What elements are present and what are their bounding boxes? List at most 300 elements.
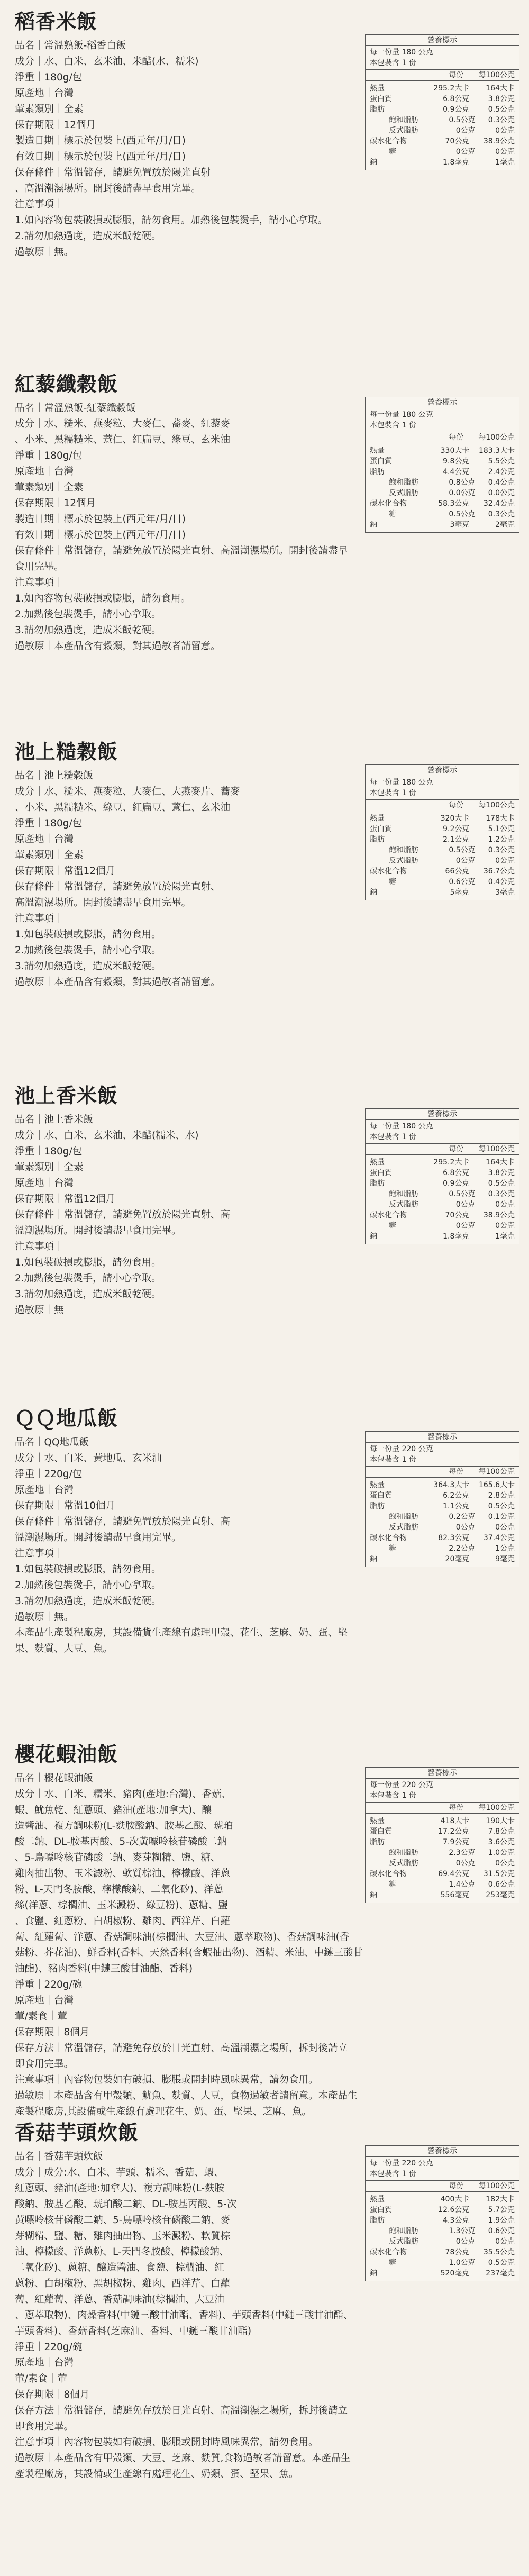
nutrient-name: 蛋白質 <box>370 825 392 833</box>
nutrient-value: 3毫克 <box>450 521 470 529</box>
nutrient-value: 0公克 <box>495 1222 515 1230</box>
nutrient-value: 253毫克 <box>486 1891 515 1899</box>
info-line: 保存期限｜8個月 <box>15 2027 90 2038</box>
nutrition-header: 營養標示 <box>366 397 519 408</box>
nutrient-value: 38.9公克 <box>483 1211 515 1219</box>
nutrient-value: 164大卡 <box>486 84 515 93</box>
info-line: 黃嘌呤核苷磷酸二鈉、5-鳥嘌呤核苷磷酸二鈉、麥 <box>15 2215 230 2226</box>
nutrient-name: 碳水化合物 <box>370 1534 407 1542</box>
nutrition-row <box>366 1816 519 1826</box>
nutrition-col-header: 每100公克 <box>478 71 515 79</box>
nutrient-name: 反式脂肪 <box>389 2237 418 2246</box>
info-line: 果、麩質、大豆、魚。 <box>15 1643 113 1654</box>
nutrient-value: 0.2公克 <box>449 1513 476 1521</box>
nutrition-row <box>366 2205 519 2215</box>
nutrition-row <box>366 2236 519 2247</box>
nutrient-value: 0公克 <box>455 1859 476 1868</box>
info-line: 注意事項｜ <box>15 199 64 210</box>
nutrition-row <box>366 94 519 104</box>
nutrition-columns <box>366 2181 519 2192</box>
nutrient-value: 9毫克 <box>495 1555 515 1563</box>
info-line: 、5-鳥嘌呤核苷磷酸二鈉、麥芽糊精、鹽、糖、 <box>15 1852 221 1863</box>
serving-line: 每一份量 220 公克 <box>370 1781 433 1789</box>
nutrient-name: 飽和脂肪 <box>389 1849 418 1857</box>
nutrition-row <box>366 83 519 94</box>
nutrient-name: 脂肪 <box>370 1179 385 1188</box>
info-line: 淨重｜180g/包 <box>15 818 83 829</box>
info-line: 油、檸檬酸、洋蔥粉、L-天門冬胺酸、檸檬酸鈉、 <box>15 2246 230 2258</box>
nutrient-value: 237毫克 <box>486 2269 515 2278</box>
product-title: ＱＱ地瓜飯 <box>15 1407 118 1430</box>
nutrition-row <box>366 115 519 125</box>
info-line: 成分｜水、白米、玄米油、米醋(糯米、水) <box>15 1130 199 1141</box>
nutrient-value: 7.8公克 <box>488 1827 515 1836</box>
info-line: 過敏原｜本產品含有穀類，對其過敏者請留意。 <box>15 641 221 652</box>
nutrition-row <box>366 147 519 157</box>
nutrition-table <box>365 1108 519 1244</box>
nutrient-value: 4.3公克 <box>443 2216 470 2225</box>
nutrient-value: 364.3大卡 <box>433 1481 470 1489</box>
nutrient-name: 糖 <box>389 510 396 518</box>
nutrition-table <box>365 2145 519 2281</box>
info-line: 葷素類別｜全素 <box>15 1162 84 1173</box>
info-line: 保存條件｜常溫儲存，請避免置放於陽光直射、高 <box>15 1209 231 1221</box>
nutrient-name: 反式脂肪 <box>389 1859 418 1868</box>
info-line: 2.加熱後包裝燙手，請小心拿取。 <box>15 1273 161 1284</box>
serving-line: 每一份量 220 公克 <box>370 1445 433 1453</box>
serving-line: 本包裝含 1 份 <box>370 2170 416 2178</box>
nutrition-row <box>366 2226 519 2236</box>
nutrition-row <box>366 887 519 898</box>
nutrient-name: 熱量 <box>370 814 385 823</box>
nutrient-name: 鈉 <box>370 1891 377 1899</box>
info-line: 、蔥萃取物)、肉燥香料(中鏈三酸甘油酯、香料)、芋頭香料(中鏈三酸甘油酯、 <box>15 2310 353 2321</box>
info-line: 有效日期｜標示於包裝上(西元年/月/日) <box>15 151 186 162</box>
nutrition-columns <box>366 1144 519 1155</box>
nutrition-header: 營養標示 <box>366 1432 519 1443</box>
nutrient-value: 0.5公克 <box>449 1190 476 1198</box>
nutrition-col-header: 每100公克 <box>478 801 515 809</box>
nutrient-value: 0.5公克 <box>488 2259 515 2267</box>
nutrient-value: 0.3公克 <box>488 510 515 518</box>
nutrient-value: 6.8公克 <box>443 95 470 103</box>
nutrient-name: 熱量 <box>370 84 385 93</box>
nutrient-name: 碳水化合物 <box>370 2248 407 2256</box>
nutrient-value: 2.1公克 <box>443 835 470 844</box>
nutrient-value: 36.7公克 <box>483 867 515 876</box>
info-line: 過敏原｜本產品含有甲殼類、魷魚、麩質、大豆，食物過敏者請留意。本產品生 <box>15 2090 358 2101</box>
nutrition-col-header: 每份 <box>449 1468 464 1476</box>
nutrition-row <box>366 136 519 147</box>
nutrition-row <box>366 1221 519 1231</box>
nutrition-header: 營養標示 <box>366 35 519 46</box>
nutrition-row <box>366 866 519 877</box>
nutrient-name: 飽和脂肪 <box>389 2227 418 2235</box>
nutrition-col-header <box>366 70 417 80</box>
serving-line: 每一份量 180 公克 <box>370 778 433 787</box>
nutrition-row <box>366 477 519 488</box>
info-line: 葷素類別｜全素 <box>15 104 84 115</box>
info-line: 成分｜水、糙米、燕麥粒、大麥仁、大燕麥片、蕎麥 <box>15 786 240 797</box>
nutrient-value: 0.3公克 <box>488 846 515 854</box>
nutrient-value: 1.0公克 <box>488 1849 515 1857</box>
info-line: 成分｜水、白米、玄米油、米醋(水、糯米) <box>15 56 199 67</box>
nutrition-col-header: 每100公克 <box>478 1145 515 1153</box>
nutrient-value: 7.9公克 <box>443 1838 470 1846</box>
nutrition-row <box>366 1522 519 1533</box>
nutrient-name: 反式脂肪 <box>389 857 418 865</box>
nutrient-value: 183.3大卡 <box>478 447 515 455</box>
info-line: 2.加熱後包裝燙手，請小心拿取。 <box>15 609 161 620</box>
nutrient-value: 0.5公克 <box>488 1179 515 1188</box>
nutrient-value: 0.3公克 <box>488 1190 515 1198</box>
nutrient-value: 1.1公克 <box>443 1502 470 1510</box>
nutrient-name: 反式脂肪 <box>389 126 418 135</box>
info-line: 1.如內容物包裝破損或膨脹，請勿食用。 <box>15 593 191 604</box>
nutrition-table <box>365 397 519 533</box>
nutrient-value: 1公克 <box>495 1544 515 1553</box>
nutrient-name: 熱量 <box>370 1481 385 1489</box>
nutrition-row <box>366 834 519 845</box>
nutrient-value: 32.4公克 <box>483 499 515 508</box>
product-info <box>15 400 359 654</box>
nutrient-name: 鈉 <box>370 1555 377 1563</box>
nutrition-row <box>366 1826 519 1837</box>
info-line: 3.請勿加熱過度，造成米飯乾硬。 <box>15 1289 161 1300</box>
info-line: 注意事項｜ <box>15 577 64 588</box>
nutrient-value: 320大卡 <box>440 814 470 823</box>
nutrition-table <box>365 34 519 170</box>
info-line: 紅蔥頭、豬油(產地:加拿大)、複方調味粉(L-麩胺 <box>15 2183 225 2194</box>
product-title: 櫻花蝦油飯 <box>15 1743 118 1766</box>
nutrition-header: 營養標示 <box>366 2146 519 2157</box>
info-line: 製造日期｜標示於包裝上(西元年/月/日) <box>15 135 186 147</box>
serving-line: 每一份量 180 公克 <box>370 411 433 419</box>
nutrient-name: 脂肪 <box>370 468 385 476</box>
nutrient-value: 3.8公克 <box>488 95 515 103</box>
info-line: 淨重｜220g/包 <box>15 1469 83 1480</box>
product-title: 香菇芋頭炊飯 <box>15 2121 139 2144</box>
nutrient-value: 69.4公克 <box>438 1870 470 1878</box>
info-line: 品名｜櫻花蝦油飯 <box>15 1773 94 1784</box>
info-line: 蔥粉、白胡椒粉、黑胡椒粉、雞肉、西洋芹、白蘿 <box>15 2278 231 2289</box>
info-line: 溫潮濕場所。開封後請盡早食用完畢。 <box>15 1532 181 1543</box>
nutrient-value: 182大卡 <box>486 2195 515 2204</box>
nutrition-row <box>366 2215 519 2226</box>
info-line: 產製程廠房,其設備或生產線有處理花生、奶、蛋、堅果、芝麻、魚。 <box>15 2106 312 2117</box>
info-line: 淨重｜220g/碗 <box>15 1979 83 1990</box>
info-line: 3.請勿加熱過度，造成米飯乾硬。 <box>15 1596 161 1607</box>
nutrition-row <box>366 467 519 477</box>
info-line: 品名｜香菇芋頭炊飯 <box>15 2151 103 2162</box>
nutrient-value: 6.8公克 <box>443 1169 470 1177</box>
nutrient-value: 0公克 <box>455 857 476 865</box>
nutrition-col-header <box>366 432 417 443</box>
nutrition-row <box>366 2268 519 2279</box>
nutrition-row <box>366 824 519 834</box>
nutrition-row <box>366 456 519 467</box>
info-line: 芽糊精、鹽、糖、雞肉抽出物、玉米澱粉、軟質棕 <box>15 2231 231 2242</box>
nutrient-name: 脂肪 <box>370 105 385 114</box>
nutrition-row <box>366 1168 519 1178</box>
info-line: 保存期限｜12個月 <box>15 120 96 131</box>
nutrient-name: 飽和脂肪 <box>389 478 418 487</box>
nutrition-row <box>366 1837 519 1847</box>
info-line: 成分｜水、白米、黃地瓜、玄米油 <box>15 1453 162 1464</box>
nutrient-name: 飽和脂肪 <box>389 1513 418 1521</box>
nutrition-row <box>366 2247 519 2258</box>
nutrient-value: 0公克 <box>455 148 476 156</box>
nutrient-name: 飽和脂肪 <box>389 116 418 124</box>
nutrition-row <box>366 845 519 855</box>
nutrient-value: 0公克 <box>495 1200 515 1209</box>
info-line: 即食用完畢。 <box>15 2421 74 2432</box>
nutrient-name: 蛋白質 <box>370 95 392 103</box>
nutrient-value: 5.5公克 <box>488 457 515 466</box>
nutrition-col-header <box>366 800 417 811</box>
info-line: 葷素類別｜全素 <box>15 482 84 493</box>
nutrient-value: 0公克 <box>495 1523 515 1532</box>
info-line: 過敏原｜無 <box>15 1305 64 1316</box>
info-line: 製造日期｜標示於包裝上(西元年/月/日) <box>15 514 186 525</box>
info-line: 品名｜QQ地瓜飯 <box>15 1437 89 1448</box>
nutrient-name: 反式脂肪 <box>389 1523 418 1532</box>
info-line: 成分｜水、糙米、燕麥粒、大麥仁、蕎麥、紅藜麥 <box>15 418 231 430</box>
info-line: 保存期限｜12個月 <box>15 498 96 509</box>
nutrition-row <box>366 1178 519 1189</box>
nutrient-value: 5毫克 <box>450 888 470 897</box>
info-line: 保存條件｜常溫儲存，請避免放置於陽光直射、高溫潮濕場所。開封後請盡早 <box>15 545 348 557</box>
nutrient-value: 400大卡 <box>440 2195 470 2204</box>
nutrition-row <box>366 855 519 866</box>
nutrition-row <box>366 498 519 509</box>
info-line: 保存方法｜常溫儲存，請避免存放於日光直射、高溫潮濕之場所，拆封後請立 <box>15 2043 348 2054</box>
nutrient-value: 37.4公克 <box>483 1534 515 1542</box>
nutrient-value: 17.2公克 <box>438 1827 470 1836</box>
nutrient-value: 0.0公克 <box>488 489 515 497</box>
info-line: 原產地｜台灣 <box>15 88 74 99</box>
nutrition-col-header: 每份 <box>449 1804 464 1812</box>
serving-line: 本包裝含 1 份 <box>370 421 416 430</box>
info-line: 成分｜水、白米、糯米、豬肉(產地:台灣)、香菇、 <box>15 1789 232 1800</box>
nutrient-value: 556毫克 <box>440 1891 470 1899</box>
nutrient-value: 2.4公克 <box>488 468 515 476</box>
nutrition-col-header <box>366 1803 417 1813</box>
nutrition-header: 營養標示 <box>366 765 519 776</box>
nutrient-value: 190大卡 <box>486 1817 515 1825</box>
product-info <box>15 2149 364 2482</box>
nutrition-serving <box>366 1120 519 1144</box>
info-line: 3.請勿加熱過度，造成米飯乾硬。 <box>15 625 161 636</box>
nutrient-value: 38.9公克 <box>483 137 515 145</box>
nutrient-value: 12.6公克 <box>438 2206 470 2214</box>
nutrient-name: 糖 <box>389 878 396 886</box>
info-line: 保存條件｜常溫儲存，請避免置放於陽光直射、高 <box>15 1516 231 1527</box>
nutrition-row <box>366 877 519 887</box>
nutrient-value: 0.5公克 <box>488 1502 515 1510</box>
info-line: 品名｜池上香米飯 <box>15 1114 94 1125</box>
nutrient-value: 20毫克 <box>445 1555 470 1563</box>
nutrient-value: 5.7公克 <box>488 2206 515 2214</box>
nutrient-name: 脂肪 <box>370 1502 385 1510</box>
nutrition-row <box>366 1501 519 1512</box>
nutrient-name: 鈉 <box>370 2269 377 2278</box>
nutrient-value: 1毫克 <box>495 158 515 167</box>
nutrition-serving <box>366 2157 519 2181</box>
nutrition-row <box>366 1210 519 1221</box>
nutrient-value: 520毫克 <box>440 2269 470 2278</box>
nutrient-value: 78公克 <box>445 2248 470 2256</box>
info-line: 過敏原｜本產品含有穀類，對其過敏者請留意。 <box>15 977 221 988</box>
nutrient-value: 1.8毫克 <box>443 158 470 167</box>
nutrient-value: 0公克 <box>495 1859 515 1868</box>
info-line: 注意事項｜ <box>15 913 64 924</box>
nutrient-value: 295.2大卡 <box>433 84 470 93</box>
nutrition-row <box>366 104 519 115</box>
product-title: 池上香米飯 <box>15 1084 118 1107</box>
nutrition-row <box>366 1879 519 1890</box>
nutrition-table <box>365 1767 519 1903</box>
nutrient-value: 0公克 <box>455 126 476 135</box>
info-line: 2.請勿加熱過度，造成米飯乾硬。 <box>15 231 161 242</box>
product-info <box>15 38 359 260</box>
nutrient-name: 糖 <box>389 2259 396 2267</box>
info-line: 高溫潮濕場所。開封後請盡早食用完畢。 <box>15 897 191 908</box>
nutrient-value: 1.0公克 <box>449 2259 476 2267</box>
info-line: 蔔、紅蘿蔔、洋蔥、香菇調味油(棕櫚油、大豆油 <box>15 2294 224 2305</box>
nutrition-row <box>366 520 519 530</box>
info-line: 蔔、紅蘿蔔、洋蔥、香菇調味油(棕櫚油、大豆油、蔥萃取物)、香菇調味油(香 <box>15 1932 350 1943</box>
nutrient-value: 0公克 <box>455 1523 476 1532</box>
nutrient-name: 碳水化合物 <box>370 1211 407 1219</box>
info-line: 注意事項｜內容物包裝如有破損、膨脹或開封時風味異常，請勿食用。 <box>15 2074 318 2086</box>
info-line: 1.如包裝破損或膨脹，請勿食用。 <box>15 1564 161 1575</box>
info-line: 注意事項｜ <box>15 1241 64 1252</box>
nutrition-table <box>365 1431 519 1567</box>
nutrition-col-header: 每份 <box>449 71 464 79</box>
info-line: 注意事項｜內容物包裝如有破損、膨脹或開封時風味異常，請勿食用。 <box>15 2437 318 2448</box>
nutrition-row <box>366 488 519 498</box>
info-line: 葷/素食｜葷 <box>15 2373 67 2384</box>
nutrient-name: 糖 <box>389 1880 396 1889</box>
info-line: 菇粉、芥花油)、鮮香料(香料、天然香料(含蝦抽出物)、酒精、米油、中鏈三酸甘 <box>15 1947 363 1959</box>
info-line: 過敏原｜無。 <box>15 1612 74 1623</box>
nutrition-row <box>366 1199 519 1210</box>
info-line: 保存期限｜常溫12個月 <box>15 1194 116 1205</box>
nutrient-name: 蛋白質 <box>370 2206 392 2214</box>
info-line: 造醬油、複方調味粉(L-麩胺酸鈉、胺基乙酸、琥珀 <box>15 1821 233 1832</box>
info-line: 淨重｜180g/包 <box>15 450 83 461</box>
info-line: 酸二鈉、DL-胺基丙酸、5-次黃嘌呤核苷磷酸二鈉 <box>15 1836 227 1847</box>
info-line: 淨重｜180g/包 <box>15 72 83 83</box>
nutrient-name: 熱量 <box>370 2195 385 2204</box>
nutrition-row <box>366 1189 519 1199</box>
nutrient-name: 脂肪 <box>370 2216 385 2225</box>
info-line: 保存期限｜8個月 <box>15 2389 90 2400</box>
nutrient-value: 3毫克 <box>495 888 515 897</box>
nutrient-name: 鈉 <box>370 1232 377 1241</box>
info-line: 品名｜池上糙穀飯 <box>15 770 94 781</box>
nutrition-columns <box>366 70 519 81</box>
product-title: 紅藜纖穀飯 <box>15 372 118 396</box>
info-line: 品名｜常溫熟飯-紅藜纖穀飯 <box>15 403 136 414</box>
nutrition-col-header: 每份 <box>449 2182 464 2190</box>
nutrient-name: 反式脂肪 <box>389 489 418 497</box>
info-line: 粉、L-天門冬胺酸、檸檬酸鈉、二氧化矽)、洋蔥 <box>15 1884 223 1895</box>
nutrition-serving <box>366 1779 519 1803</box>
nutrient-value: 0公克 <box>455 1222 476 1230</box>
nutrient-name: 碳水化合物 <box>370 867 407 876</box>
nutrition-col-header: 每100公克 <box>478 2182 515 2190</box>
serving-line: 每一份量 180 公克 <box>370 48 433 57</box>
nutrition-col-header: 每份 <box>449 801 464 809</box>
nutrient-value: 178大卡 <box>486 814 515 823</box>
nutrient-value: 9.2公克 <box>443 825 470 833</box>
product-info <box>15 768 359 990</box>
serving-line: 本包裝含 1 份 <box>370 59 416 67</box>
info-line: 即食用完畢。 <box>15 2059 74 2070</box>
info-line: 1.如內容物包裝破損或膨脹，請勿食用。加熱後包裝燙手，請小心拿取。 <box>15 215 328 226</box>
nutrition-row <box>366 1869 519 1879</box>
nutrient-value: 0.6公克 <box>488 1880 515 1889</box>
nutrition-header: 營養標示 <box>366 1109 519 1120</box>
nutrition-row <box>366 125 519 136</box>
info-line: 有效日期｜標示於包裝上(西元年/月/日) <box>15 530 186 541</box>
nutrition-row <box>366 2194 519 2205</box>
nutrition-row <box>366 1490 519 1501</box>
info-line: 、食鹽、紅蔥粉、白胡椒粉、雞肉、西洋芹、白蘿 <box>15 1916 231 1927</box>
nutrient-name: 脂肪 <box>370 1838 385 1846</box>
info-line: 芋頭香料)、香菇香料(芝麻油、香料、中鏈三酸甘油酯) <box>15 2326 252 2337</box>
nutrition-col-header: 每100公克 <box>478 1468 515 1476</box>
nutrient-name: 鈉 <box>370 158 377 167</box>
nutrient-value: 35.5公克 <box>483 2248 515 2256</box>
info-line: 雞肉抽出物、玉米澱粉、軟質棕油、檸檬酸、洋蔥 <box>15 1868 231 1879</box>
info-line: 、小米、黑糯糙米、綠豆、紅扁豆、薏仁、玄米油 <box>15 802 231 813</box>
serving-line: 每一份量 180 公克 <box>370 1122 433 1131</box>
nutrient-name: 反式脂肪 <box>389 1200 418 1209</box>
nutrient-value: 3.6公克 <box>488 1838 515 1846</box>
nutrient-value: 0公克 <box>495 148 515 156</box>
nutrient-value: 1.2公克 <box>488 835 515 844</box>
nutrient-name: 碳水化合物 <box>370 499 407 508</box>
product-info <box>15 1435 359 1657</box>
nutrient-name: 糖 <box>389 1544 396 1553</box>
nutrient-value: 3.8公克 <box>488 1169 515 1177</box>
info-line: 、高溫潮濕場所。開封後請盡早食用完畢。 <box>15 183 201 194</box>
nutrient-value: 58.3公克 <box>438 499 470 508</box>
info-line: 原產地｜台灣 <box>15 2357 74 2369</box>
nutrient-value: 31.5公克 <box>483 1870 515 1878</box>
nutrient-value: 4.4公克 <box>443 468 470 476</box>
info-line: 淨重｜220g/碗 <box>15 2342 83 2353</box>
nutrient-value: 164大卡 <box>486 1158 515 1167</box>
nutrient-name: 飽和脂肪 <box>389 1190 418 1198</box>
nutrition-row <box>366 1533 519 1543</box>
nutrition-row <box>366 1858 519 1869</box>
nutrition-row <box>366 1231 519 1242</box>
nutrient-name: 碳水化合物 <box>370 137 407 145</box>
nutrition-row <box>366 813 519 824</box>
nutrition-col-header: 每100公克 <box>478 1804 515 1812</box>
info-line: 品名｜常溫熟飯-稻香白飯 <box>15 40 126 51</box>
nutrient-value: 2.3公克 <box>449 1849 476 1857</box>
nutrient-value: 1.9公克 <box>488 2216 515 2225</box>
nutrient-value: 70公克 <box>445 1211 470 1219</box>
nutrient-value: 0.0公克 <box>449 489 476 497</box>
nutrient-value: 0.9公克 <box>443 105 470 114</box>
nutrient-value: 6.2公克 <box>443 1491 470 1500</box>
